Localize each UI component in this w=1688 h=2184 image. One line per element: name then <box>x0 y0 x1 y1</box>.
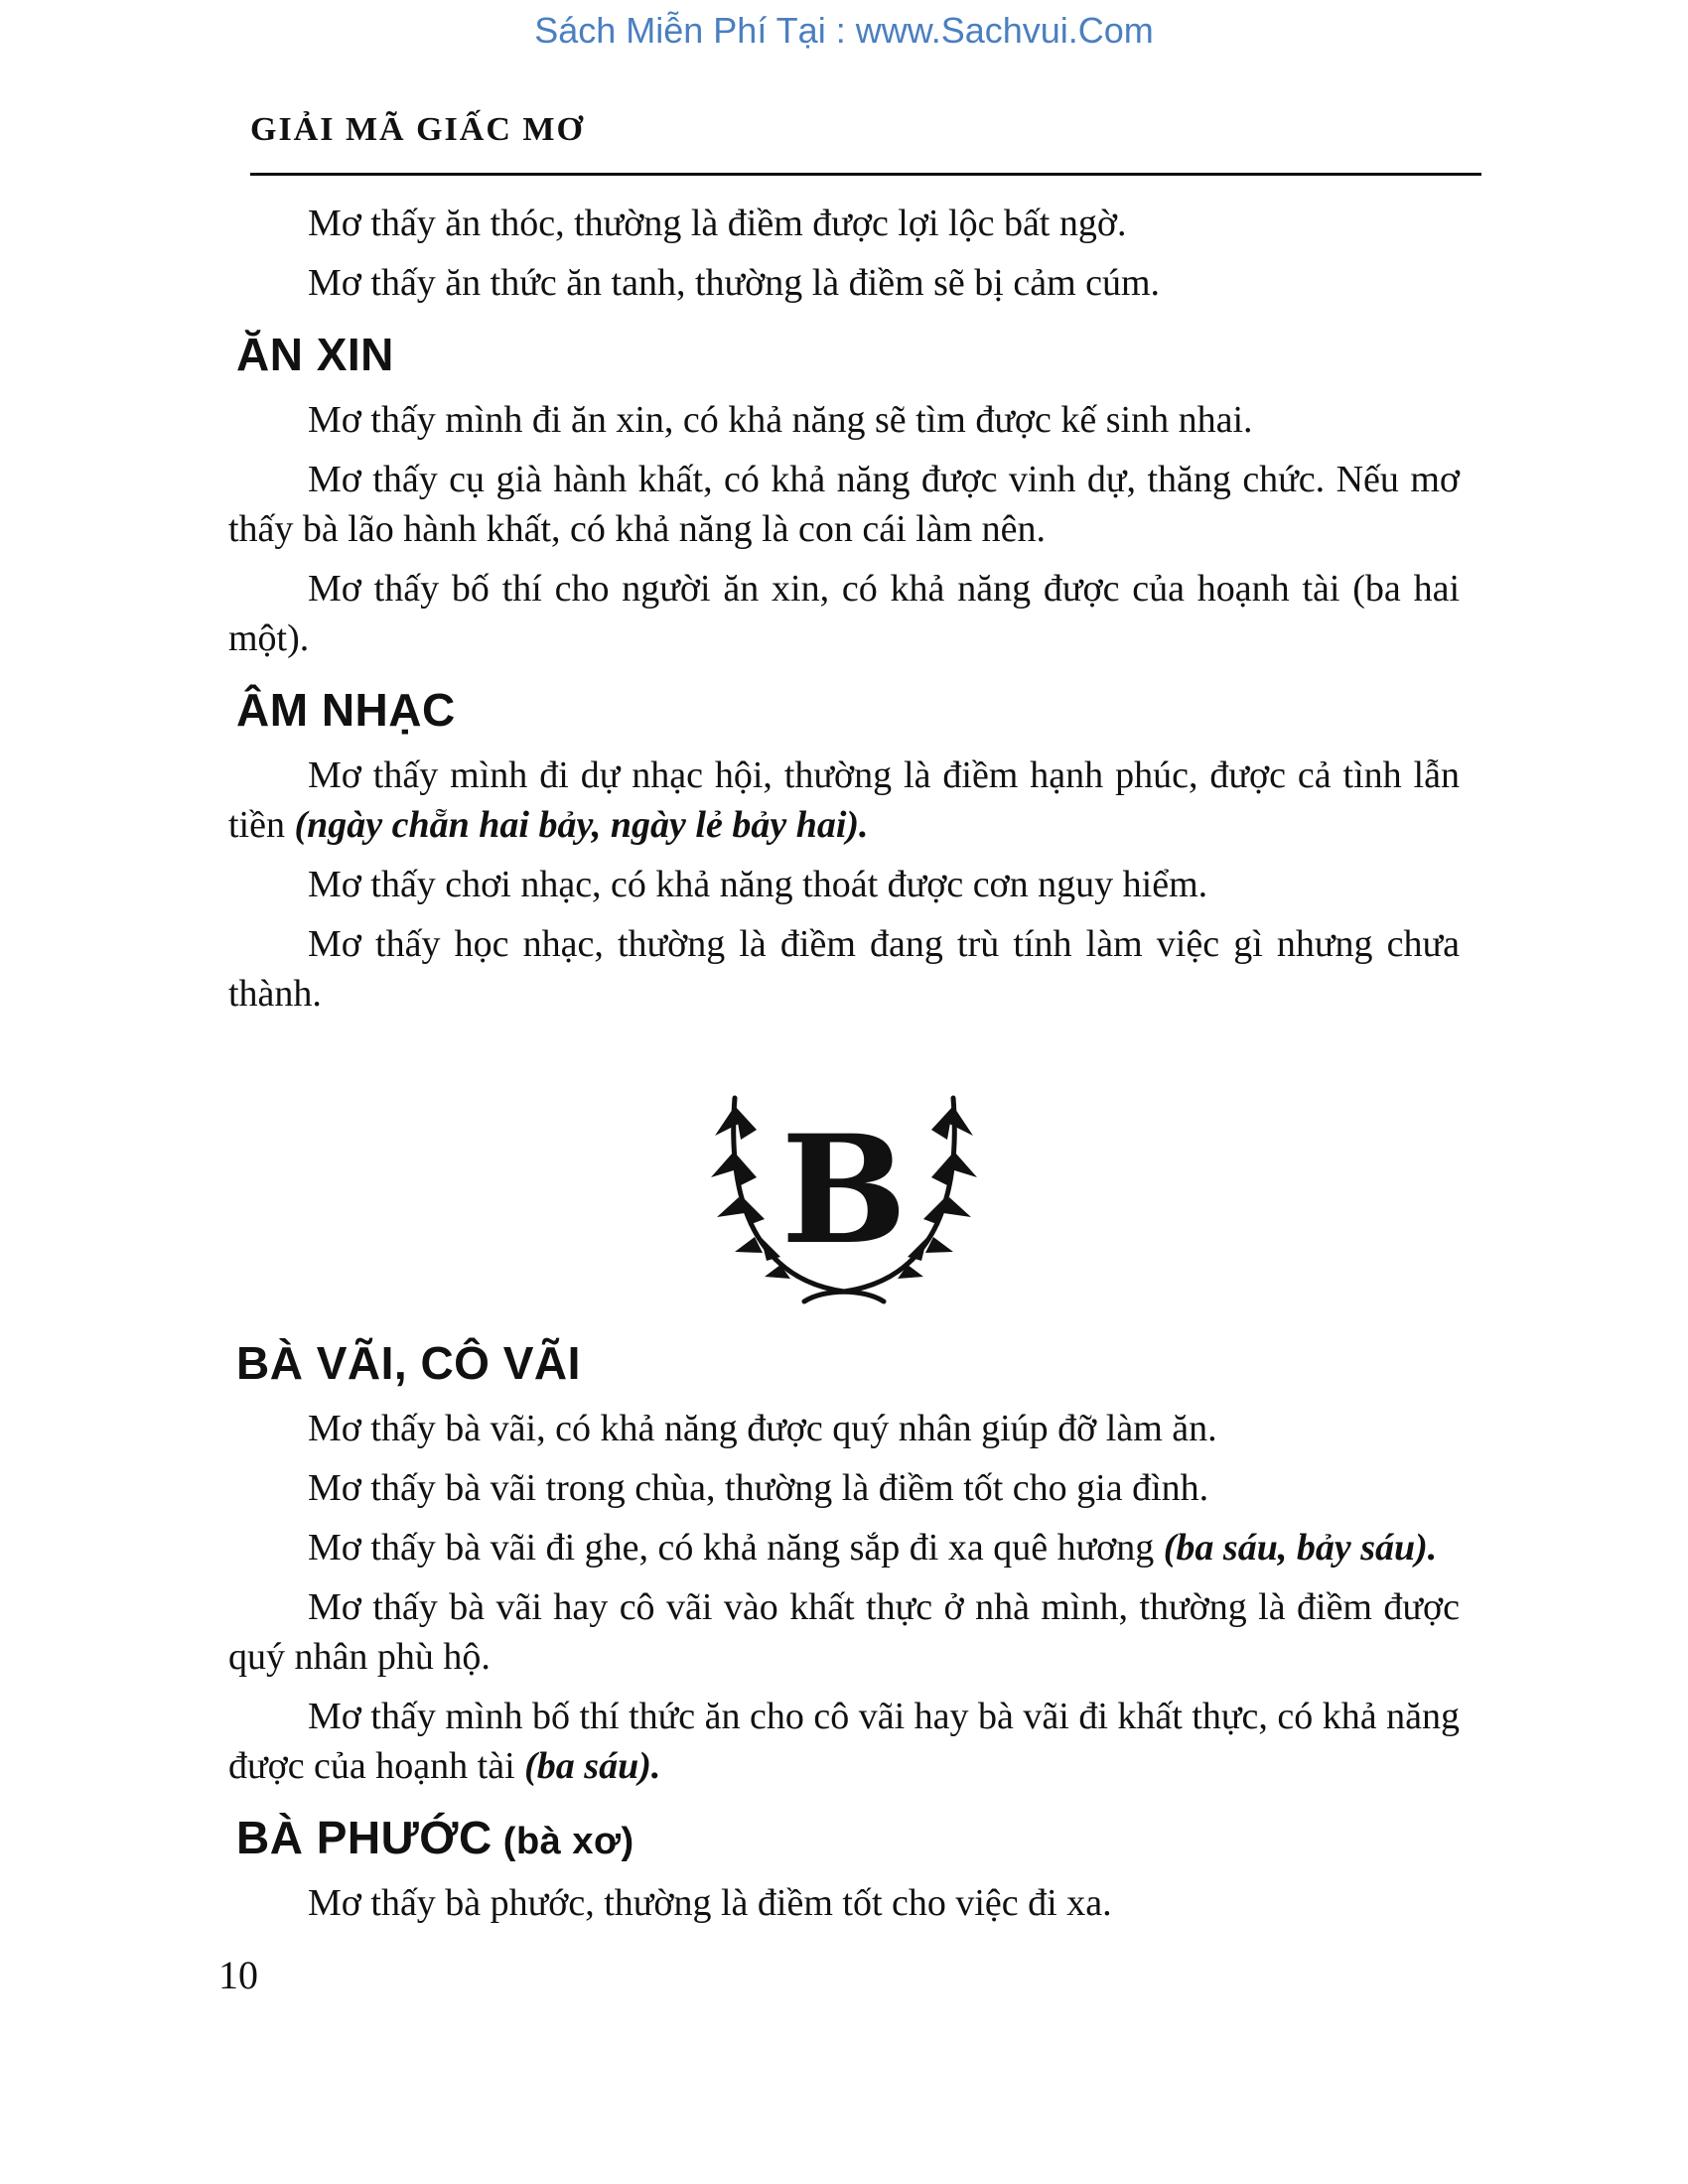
paragraph-text: Mơ thấy bà vãi đi ghe, có khả năng sắp đi xa quê hương <box>308 1527 1164 1569</box>
watermark: Sách Miễn Phí Tại : www.Sachvui.Com <box>534 10 1154 51</box>
emblem-letter: B <box>780 1103 908 1278</box>
running-head: GIẢI MÃ GIẤC MƠ <box>250 111 585 148</box>
paragraph-text: Mơ thấy mình bố thí thức ăn cho cô vãi hay bà vãi đi khất thực, có khả năng được của hoạnh tài <box>228 1696 1460 1787</box>
page-body <box>228 199 1460 1938</box>
header-rule <box>250 173 1481 176</box>
paragraph: Mơ thấy cụ già hành khất, có khả năng được vinh dự, thăng chức. Nếu mơ thấy bà lão hành khất, có khả năng là con cái làm nên. <box>228 459 1460 550</box>
lucky-number-note: (ngày chẵn hai bảy, ngày lẻ bảy hai). <box>294 804 869 846</box>
paragraph <box>228 1692 1460 1791</box>
paragraph: Mơ thấy mình đi ăn xin, có khả năng sẽ tìm được kế sinh nhai. <box>308 399 1253 441</box>
paragraph: Mơ thấy ăn thóc, thường là điềm được lợi lộc bất ngờ. <box>308 203 1127 244</box>
entry-heading-title: BÀ PHƯỚC <box>236 1812 492 1863</box>
paragraph: Mơ thấy chơi nhạc, có khả năng thoát được cơn nguy hiểm. <box>308 864 1208 905</box>
entry-heading: BÀ VÃI, CÔ VÃI <box>236 1337 581 1389</box>
lucky-number-note: (ba sáu, bảy sáu). <box>1163 1527 1438 1569</box>
paragraph <box>228 1523 1460 1572</box>
paragraph: Mơ thấy bố thí cho người ăn xin, có khả năng được của hoạnh tài (ba hai một). <box>228 568 1460 659</box>
entry-heading <box>236 1811 1460 1864</box>
lucky-number-note: (ba sáu). <box>524 1745 661 1787</box>
page-number: 10 <box>218 1953 258 1997</box>
paragraph: Mơ thấy bà phước, thường là điềm tốt cho việc đi xa. <box>308 1882 1112 1924</box>
laurel-wreath-icon <box>695 1058 993 1316</box>
paragraph: Mơ thấy bà vãi, có khả năng được quý nhân giúp đỡ làm ăn. <box>308 1408 1217 1449</box>
paragraph: Mơ thấy bà vãi trong chùa, thường là điềm tốt cho gia đình. <box>308 1467 1209 1509</box>
paragraph-text: Mơ thấy mình đi dự nhạc hội, thường là điềm hạnh phúc, được cả tình lẫn tiền <box>228 754 1460 846</box>
paragraph <box>228 751 1460 850</box>
paragraph: Mơ thấy bà vãi hay cô vãi vào khất thực ở nhà mình, thường là điềm được quý nhân phù hộ. <box>228 1586 1460 1678</box>
letter-emblem <box>228 1058 1460 1316</box>
entry-heading-alias: (bà xơ) <box>492 1821 634 1862</box>
entry-heading: ÂM NHẠC <box>236 684 456 736</box>
paragraph: Mơ thấy ăn thức ăn tanh, thường là điềm sẽ bị cảm cúm. <box>308 262 1161 304</box>
paragraph: Mơ thấy học nhạc, thường là điềm đang trù tính làm việc gì nhưng chưa thành. <box>228 923 1460 1015</box>
entry-heading: ĂN XIN <box>236 329 394 380</box>
